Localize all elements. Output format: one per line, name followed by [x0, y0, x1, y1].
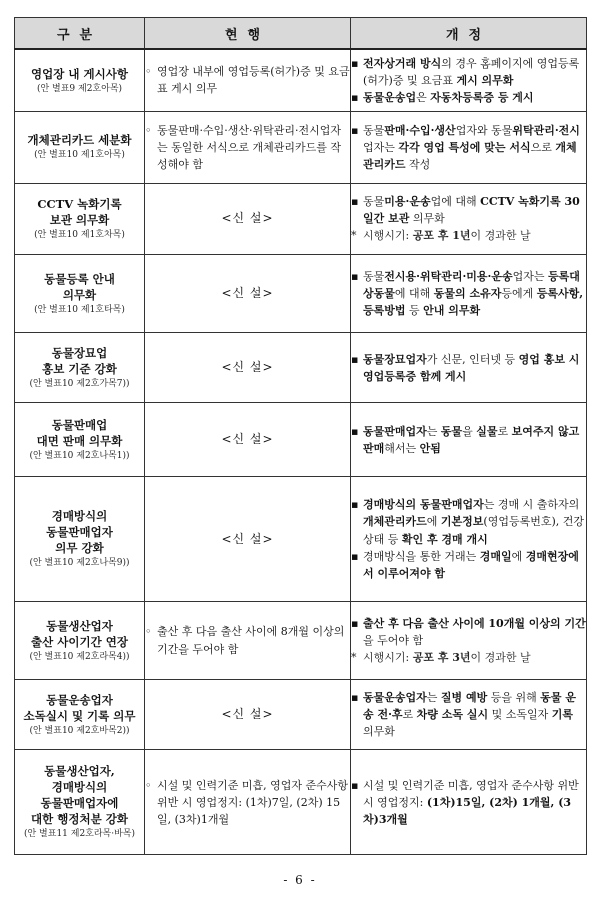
- text-segment: 는: [426, 424, 441, 438]
- current-cell: [145, 601, 351, 680]
- new-provision-label: <신 설>: [221, 432, 274, 447]
- category-title: 영업장 내 게시사항: [31, 66, 128, 81]
- header-current: 현행: [145, 18, 351, 50]
- emphasis-text: 공포 후 1년: [412, 229, 471, 243]
- bullet-marker: *: [351, 651, 357, 665]
- item-text: [363, 351, 586, 385]
- table-row: [15, 680, 587, 750]
- note-item: [351, 227, 586, 244]
- category-title: 경매방식의 동물판매업자 의무 강화: [46, 509, 113, 556]
- emphasis-text: 등록사항, 등록방법: [363, 286, 584, 317]
- text-segment: 는 경매 시 출하자의: [483, 498, 580, 512]
- text-segment: 업자와 동물: [455, 123, 513, 137]
- text-segment: 동물: [363, 269, 385, 283]
- text-segment: 을: [462, 424, 477, 438]
- text-segment: 가 신문, 인터넷 등: [426, 352, 519, 366]
- bullet-marker: ◦: [145, 123, 152, 137]
- revised-cell: [351, 333, 587, 403]
- text-segment: 은: [416, 90, 431, 104]
- emphasis-text: 확인 후 경매 개시: [401, 532, 488, 546]
- revised-cell: [351, 680, 587, 750]
- item-text: [363, 423, 586, 457]
- header-revised: 개정: [351, 18, 587, 50]
- bullet-item: [351, 193, 586, 227]
- category-reference: (안 별표11 제2호라목·바목): [23, 829, 136, 840]
- revised-cell: [351, 601, 587, 680]
- bullet-marker: ▪: [351, 195, 359, 209]
- current-cell: [145, 333, 351, 403]
- text-segment: 로: [402, 708, 417, 722]
- comparison-table: [14, 17, 587, 855]
- table-row: [15, 254, 587, 333]
- emphasis-text: 자동차등록증 등 게시: [430, 90, 534, 104]
- text-segment: 경매방식을 통한 거래는: [363, 549, 480, 563]
- emphasis-text: 출산 후 다음 출산 사이에 10개월 이상의 기간: [363, 616, 586, 630]
- emphasis-text: 개체관리카드: [363, 140, 577, 171]
- bullet-item: [351, 615, 586, 649]
- category-reference: (안 별표10 제2호나목9)): [29, 558, 130, 569]
- emphasis-text: 경매일: [479, 549, 512, 563]
- text-segment: 의무화: [363, 725, 395, 739]
- category-cell: [15, 680, 145, 750]
- emphasis-text: 기록: [551, 708, 573, 722]
- text-segment: 에: [511, 549, 526, 563]
- text-segment: 로: [497, 424, 512, 438]
- current-cell: [145, 254, 351, 333]
- text-segment: 출산 후 다음 출산 사이에 8개월 이상의 기간을 두어야 함: [157, 625, 345, 656]
- category-cell: [15, 477, 145, 601]
- current-cell: [145, 477, 351, 601]
- emphasis-text: 판매·수입·생산: [384, 123, 456, 137]
- text-segment: 시설 및 인력기준 미흡, 영업자 준수사항 위반 시 영업정지: (1차)7일, (2차) 15일, (3차)1개월: [157, 778, 348, 826]
- current-cell: [145, 111, 351, 183]
- item-text: [363, 227, 586, 244]
- table-row: [15, 750, 587, 855]
- category-reference: (안 별표10 제1호타목): [34, 304, 125, 315]
- category-title: 동물장묘업 홍보 기준 강화: [42, 345, 117, 376]
- text-segment: 동물: [363, 123, 385, 137]
- table-row: [15, 601, 587, 680]
- table-row: [15, 183, 587, 254]
- emphasis-text: (1차)15일, (2차) 1개월, (3차)3개월: [363, 795, 572, 826]
- bullet-item: [145, 63, 350, 97]
- text-segment: 해서는: [384, 441, 420, 455]
- emphasis-text: 동물운송업자: [363, 691, 427, 705]
- new-provision-label: <신 설>: [221, 707, 274, 722]
- text-segment: (영업등록번호), 건강상태 등: [363, 515, 584, 546]
- emphasis-text: 위탁관리·전시: [512, 123, 580, 137]
- category-title: 동물생산업자, 경매방식의 동물판매업자에 대한 행정처분 강화: [31, 764, 128, 827]
- category-reference: (안 별표9 제2호아목): [36, 83, 123, 94]
- category-title: CCTV 녹화기록 보관 의무화: [37, 196, 122, 227]
- bullet-item: [145, 122, 350, 173]
- bullet-marker: ▪: [351, 352, 359, 366]
- bullet-item: [351, 268, 586, 319]
- text-segment: 업자는: [512, 269, 549, 283]
- category-cell: [15, 750, 145, 855]
- text-segment: 시행시기:: [363, 651, 413, 665]
- text-segment: 으로: [530, 140, 556, 154]
- bullet-item: [351, 423, 586, 457]
- bullet-marker: ▪: [351, 56, 359, 70]
- text-segment: 작성: [405, 157, 431, 171]
- category-reference: (안 별표10 제2호나목1)): [29, 451, 130, 461]
- emphasis-text: 보여주지 않고 판매: [363, 424, 580, 455]
- emphasis-text: 동물의 소유자: [433, 286, 502, 300]
- new-provision-label: <신 설>: [221, 286, 274, 301]
- bullet-item: [351, 55, 586, 89]
- emphasis-text: 차량 소독 실시: [416, 708, 489, 722]
- bullet-item: [351, 548, 586, 582]
- bullet-marker: ▪: [351, 269, 359, 283]
- item-text: [363, 689, 586, 740]
- new-provision-label: <신 설>: [221, 360, 274, 375]
- category-cell: [15, 333, 145, 403]
- table-row: [15, 49, 587, 111]
- bullet-item: [145, 777, 350, 828]
- category-cell: [15, 111, 145, 183]
- emphasis-text: 공포 후 3년: [412, 651, 471, 665]
- category-title: 동물운송업자 소독실시 및 기록 의무: [23, 692, 136, 723]
- text-segment: 는: [426, 691, 441, 705]
- text-segment: 등: [405, 303, 424, 317]
- text-segment: 및 소독일자: [488, 708, 552, 722]
- item-text: [363, 496, 586, 547]
- text-segment: 영업장 내부에 영업등록(허가)증 및 요금표 게시 의무: [157, 65, 350, 96]
- category-title: 동물생산업자 출산 사이기간 연장: [31, 618, 128, 649]
- emphasis-text: CCTV 녹화기록 30일간 보관: [363, 195, 580, 226]
- revised-cell: [351, 254, 587, 333]
- category-title: 동물판매업 대면 판매 의무화: [36, 417, 123, 448]
- emphasis-text: 경매현장에서 이루어져야 함: [363, 549, 579, 580]
- table-row: [15, 403, 587, 477]
- emphasis-text: 미용·운송: [384, 195, 431, 209]
- bullet-marker: ◦: [145, 65, 152, 79]
- text-segment: 의무화: [409, 212, 445, 226]
- text-segment: 시행시기:: [363, 229, 413, 243]
- emphasis-text: 실물: [476, 424, 498, 438]
- current-cell: [145, 49, 351, 111]
- emphasis-text: 안됨: [419, 441, 441, 455]
- item-text: [363, 89, 586, 106]
- revised-cell: [351, 49, 587, 111]
- bullet-marker: *: [351, 229, 357, 243]
- item-text: [363, 122, 586, 173]
- emphasis-text: 동물장묘업자: [363, 352, 427, 366]
- emphasis-text: 질병 예방: [440, 691, 488, 705]
- new-provision-label: <신 설>: [221, 211, 274, 226]
- item-text: [157, 63, 350, 97]
- item-text: [157, 122, 350, 173]
- bullet-item: [351, 496, 586, 547]
- note-item: [351, 649, 586, 666]
- category-reference: (안 별표10 제1호아목): [34, 150, 125, 161]
- emphasis-text: 전시용·위탁관리·미용·운송: [384, 269, 513, 283]
- table-row: [15, 333, 587, 403]
- bullet-item: [351, 351, 586, 385]
- current-cell: [145, 680, 351, 750]
- bullet-item: [351, 122, 586, 173]
- emphasis-text: 안내 의무화: [423, 303, 481, 317]
- category-cell: [15, 254, 145, 333]
- new-provision-label: <신 설>: [221, 531, 274, 546]
- category-cell: [15, 601, 145, 680]
- table-row: [15, 477, 587, 601]
- revised-cell: [351, 750, 587, 855]
- bullet-marker: ▪: [351, 498, 359, 512]
- header-category: 구분: [15, 18, 145, 50]
- text-segment: 이 경과한 날: [470, 229, 531, 243]
- revised-cell: [351, 477, 587, 601]
- category-reference: (안 별표10 제1호차목): [34, 230, 125, 240]
- item-text: [363, 548, 586, 582]
- bullet-marker: ▪: [351, 691, 359, 705]
- bullet-marker: ▪: [351, 424, 359, 438]
- bullet-marker: ▪: [351, 778, 359, 792]
- emphasis-text: 동물판매업자: [363, 424, 427, 438]
- text-segment: 을 두어야 함: [363, 634, 424, 647]
- category-cell: [15, 403, 145, 477]
- bullet-item: [145, 623, 350, 657]
- emphasis-text: 게시 의무화: [456, 73, 514, 87]
- bullet-marker: ◦: [145, 625, 152, 639]
- text-segment: 시설 및 인력기준 미흡, 영업자 준수사항 위반 시 영업정지:: [363, 778, 579, 809]
- table-row: [15, 111, 587, 183]
- current-cell: [145, 403, 351, 477]
- revised-cell: [351, 111, 587, 183]
- bullet-marker: ◦: [145, 778, 152, 792]
- text-segment: 업자는: [363, 140, 399, 154]
- text-segment: 업에 대해: [430, 195, 481, 209]
- emphasis-text: 동물운송업: [363, 90, 417, 104]
- item-text: [363, 193, 586, 227]
- bullet-item: [351, 89, 586, 106]
- emphasis-text: 영업 홍보 시 영업등록증 함께 게시: [363, 352, 580, 383]
- bullet-marker: ▪: [351, 123, 359, 137]
- revised-cell: [351, 403, 587, 477]
- bullet-item: [351, 689, 586, 740]
- item-text: [363, 649, 586, 666]
- item-text: [363, 55, 586, 89]
- emphasis-text: 전자상거래 방식: [363, 56, 442, 70]
- bullet-marker: ▪: [351, 549, 359, 563]
- category-reference: (안 별표10 제2호가목7)): [29, 378, 130, 389]
- text-segment: 이 경과한 날: [470, 651, 531, 665]
- item-text: [157, 777, 350, 828]
- text-segment: 동물: [363, 195, 385, 209]
- text-segment: 에: [426, 515, 441, 529]
- category-reference: (안 별표10 제2호라목4)): [29, 651, 130, 662]
- emphasis-text: 동물: [440, 424, 463, 438]
- category-reference: (안 별표10 제2호바목2)): [29, 726, 130, 737]
- item-text: [363, 777, 586, 828]
- text-segment: 동물판매·수입·생산·위탁관리·전시업자는 동일한 서식으로 개체관리카드를 작성해야 함: [157, 123, 342, 171]
- text-segment: 등을 위해: [487, 691, 541, 705]
- current-cell: [145, 750, 351, 855]
- emphasis-text: 동물 운송 전·후: [363, 691, 576, 722]
- category-title: 개체관리카드 세분화: [27, 133, 132, 148]
- text-segment: 의 경우 홈페이지에 영업등록(허가)증 및 요금표: [363, 56, 580, 87]
- category-cell: [15, 49, 145, 111]
- item-text: [363, 615, 586, 649]
- revised-cell: [351, 183, 587, 254]
- item-text: [363, 268, 586, 319]
- emphasis-text: 등록대상동물: [363, 269, 580, 300]
- emphasis-text: 경매방식의 동물판매업자: [363, 498, 484, 512]
- current-cell: [145, 183, 351, 254]
- emphasis-text: 각각 영업 특성에 맞는 서식: [398, 140, 531, 154]
- emphasis-text: 개체관리카드: [363, 515, 427, 529]
- emphasis-text: 기본정보: [440, 515, 484, 529]
- table-header-row: [15, 18, 587, 50]
- text-segment: 에 대해: [394, 286, 434, 300]
- page-number: - 6 -: [283, 873, 317, 887]
- text-segment: 등에게: [501, 286, 537, 300]
- category-title: 동물등록 안내 의무화: [44, 271, 115, 302]
- bullet-marker: ▪: [351, 90, 359, 104]
- bullet-item: [351, 777, 586, 828]
- item-text: [157, 623, 350, 657]
- bullet-marker: ▪: [351, 616, 359, 630]
- category-cell: [15, 183, 145, 254]
